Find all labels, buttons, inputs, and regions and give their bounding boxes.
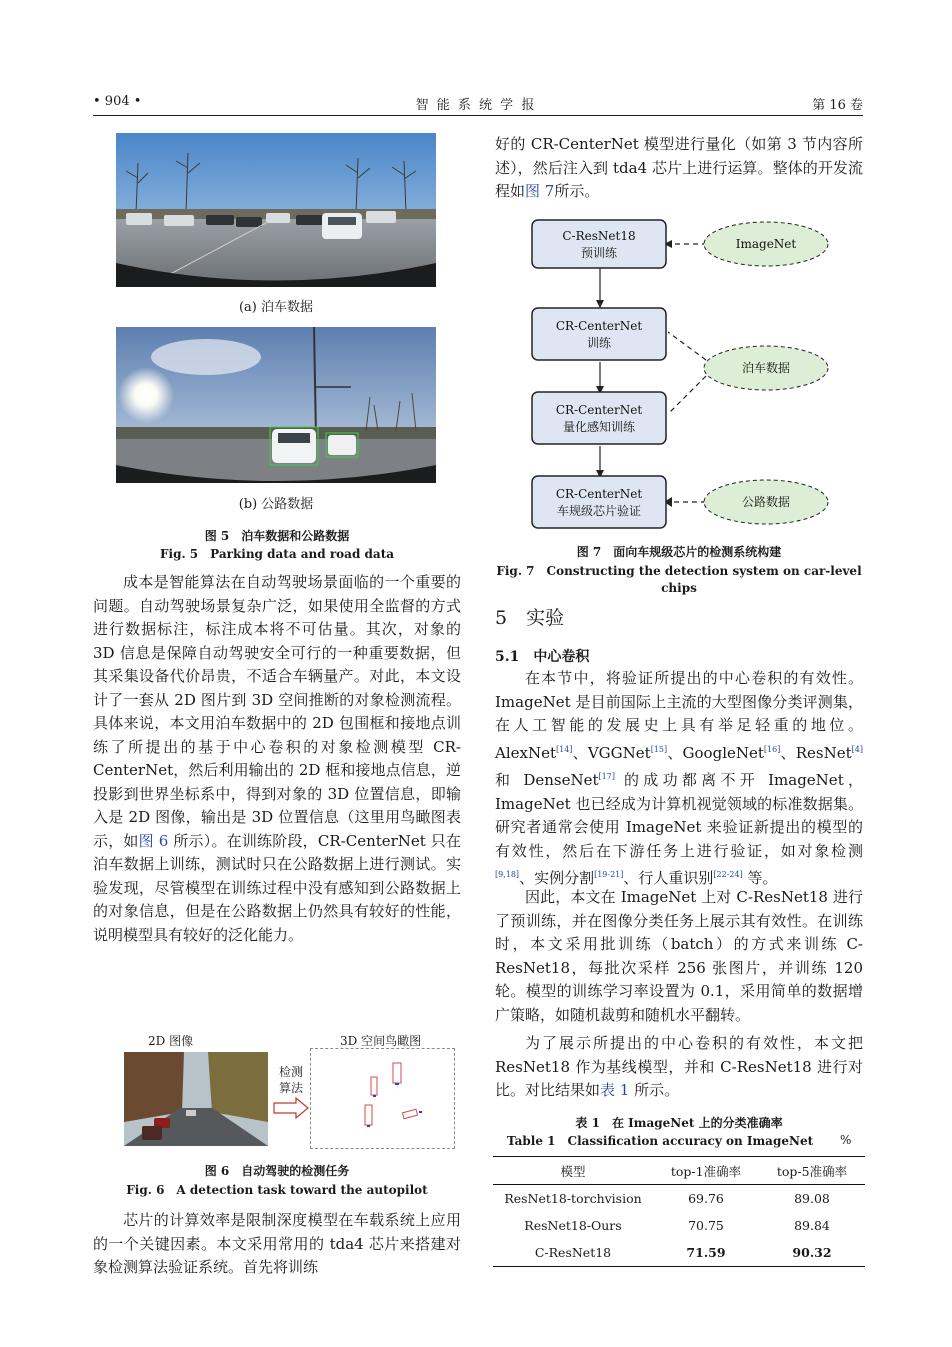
figure6-caption-en: Fig. 6 A detection task toward the autopilot [126,1183,428,1197]
road-photo [116,327,436,483]
detection-arrow-icon [272,1096,310,1120]
right-paragraph-2: 在本节中，将验证所提出的中心卷积的有效性。ImageNet 是目前国际上主流的大型图像分类评测集，在人工智能的发展史上具有举足轻重的地位。AlexNet[14]、VGGNet[15]、GoogleNet[16]、ResNet[4] 和 DenseNet[17] 的成功都离不开 ImageNet，ImageNet 也已经成为计算机视觉领域的标准数据集。研究者通常会使用 ImageNet 来验证新提出的模型的有效性，然后在下游任务上进行验证，如对象检测[9,18]、实例分割[19-21]、行人重识别[22-24] 等。 [495,669,864,887]
box1-line2: 预训练 [580,246,618,260]
section-5-title: 5 实验 [495,607,565,629]
parking-photo [116,133,436,287]
section-5-1-title: 5.1 中心卷积 [495,649,590,665]
ellipse3-label: 公路数据 [741,495,791,509]
figure5-sub-a: (a) 泊车数据 [238,300,314,315]
header-rule [93,115,863,116]
table-cell: 90.32 [792,1245,832,1260]
street-photo [124,1052,268,1146]
birdseye-view-panel [310,1048,455,1149]
figure7-caption-en: Fig. 7 Constructing the detection system on car-level chips [496,564,862,595]
box3-line1: CR-CenterNet [555,403,643,417]
right-paragraph-3: 因此，本文在 ImageNet 上对 C-ResNet18 进行了预训练，并在图像分类任务上展示其有效性。在训练时，本文采用批训练（batch）的方式来训练 C-ResNet18，每批次采样 256 张图片，并训练 120 轮。模型的训练学习率设置为 0.1，采用简单的数据增广策略，如随机裁剪和随机水平翻转。 [495,888,863,1024]
ellipse1-label: ImageNet [735,237,797,251]
right-paragraph-1: 好的 CR-CenterNet 模型进行量化（如第 3 节内容所述），然后注入到 tda4 芯片上进行运算。整体的开发流程如图 7所示。 [495,135,863,200]
table-cell: 70.75 [688,1218,724,1233]
ref-9-18[interactable]: [9,18] [495,870,520,879]
figure6-caption-cn: 图 6 自动驾驶的检测任务 [204,1164,350,1178]
detection-algorithm-label: 检测 算法 [278,1065,303,1095]
page-number: • 904 • [93,94,142,109]
figure6-label-3d: 3D 空间鸟瞰图 [340,1034,422,1048]
figure7-flowchart [520,214,840,532]
box-cr-centernet-chip [532,476,666,528]
table-cell: 69.76 [688,1191,724,1206]
figure6-link[interactable]: 图 6 [138,831,169,850]
figure7-caption-cn: 图 7 面向车规级芯片的检测系统构建 [576,545,782,559]
table1-link[interactable]: 表 1 [600,1081,630,1099]
box4-line2: 车规级芯片验证 [556,504,642,518]
table1 [493,1156,865,1267]
table1-caption-cn: 表 1 在 ImageNet 上的分类准确率 [575,1116,783,1130]
figure7-link[interactable]: 图 7 [525,182,555,200]
table-cell: 89.84 [794,1218,830,1233]
table-row [493,1185,865,1213]
box2-line1: CR-CenterNet [555,319,643,333]
box4-line1: CR-CenterNet [555,487,643,501]
box2-line2: 训练 [586,336,612,350]
box1-line1: C-ResNet18 [562,229,636,243]
left-paragraph-1: 成本是智能算法在自动驾驶场景面临的一个重要的问题。自动驾驶场景复杂广泛，如果使用全监督的方式进行数据标注，标注成本将不可估量。其次，对象的 3D 信息是保障自动驾驶安全可行的一种重要数据，但其采集设备代价昂贵，不适合车辆量产。对此，本文设计了一套从 2D 图片到 3D 空间推断的对象检测流程。具体来说，本文用泊车数据中的 2D 包围框和接地点训练了所提出的基于中心卷积的对象检测模型 CR-CenterNet，然后利用输出的 2D 框和接地点信息，逆投影到世界坐标系中，得到对象的 3D 位置信息，即输入是 2D 图像，输出是 3D 位置信息（这里用鸟瞰图表示，如图 6 所示）。在训练阶段，CR-CenterNet 只在泊车数据上训练，测试时只在公路数据上进行测试。实验发现，尽管模型在训练过程中没有感知到公路数据上的对象信息，但是在公路数据上仍然具有较好的性能，说明模型具有较好的泛化能力。 [93,573,462,944]
figure5-caption-en: Fig. 5 Parking data and road data [159,547,395,561]
ref-16[interactable]: [16] [763,744,781,754]
ref-19-21[interactable]: [19-21] [594,870,624,879]
figure6-label-2d: 2D 图像 [148,1034,194,1048]
ref-17[interactable]: [17] [598,772,615,781]
table-row [493,1212,865,1239]
journal-name: 智 能 系 统 学 报 [415,98,537,113]
box3-line2: 量化感知训练 [562,420,636,434]
dashed-connectors [666,244,706,502]
table1-header-model: 模型 [560,1163,586,1179]
table-cell: ResNet18-Ours [524,1218,622,1233]
table1-header-top5: top-5准确率 [776,1163,848,1179]
ref-15[interactable]: [15] [650,744,668,754]
table-cell: 71.59 [686,1245,726,1260]
table-row [493,1239,865,1267]
ellipse2-label: 泊车数据 [741,361,791,375]
left-paragraph-2: 芯片的计算效率是限制深度模型在车载系统上应用的一个关键因素。本文采用常用的 tda4 芯片来搭建对象检测算法验证系统。首先将训练 [93,1211,461,1276]
box-c-resnet18-pretrain [532,220,666,268]
table-cell: ResNet18-torchvision [504,1191,642,1206]
table-cell: C-ResNet18 [534,1245,612,1260]
right-paragraph-4: 为了展示所提出的中心卷积的有效性，本文把 ResNet18 作为基线模型，并和 C-ResNet18 进行对比。对比结果如表 1 所示。 [495,1034,863,1099]
ref-22-24[interactable]: [22-24] [713,870,743,879]
volume-label: 第 16 卷 [812,98,863,113]
ref-4[interactable]: [4] [851,744,864,754]
table1-unit: % [840,1133,852,1147]
box-cr-centernet-qat [532,392,666,444]
box-cr-centernet-train [532,308,666,360]
table-cell: 89.08 [794,1191,830,1206]
table1-caption-en: Table 1 Classification accuracy on ImageNet [506,1134,814,1148]
table1-header-top1: top-1准确率 [670,1163,742,1179]
ref-14[interactable]: [14] [556,744,573,754]
figure5-caption-cn: 图 5 泊车数据和公路数据 [204,529,350,543]
figure5-sub-b: (b) 公路数据 [238,497,314,512]
